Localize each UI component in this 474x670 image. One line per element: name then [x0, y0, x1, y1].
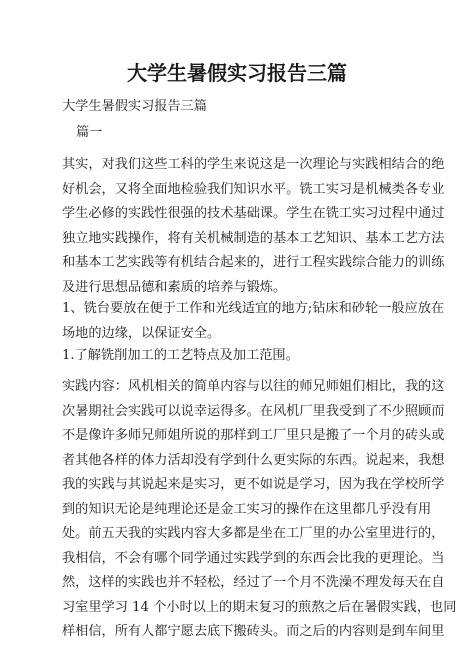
- paragraph-line: 学生必修的实践性很强的技术基础课。学生在铣工实习过程中通过: [62, 206, 445, 221]
- subtitle-text: 大学生暑假实习报告三篇: [62, 99, 208, 114]
- document-subtitle: [62, 95, 207, 120]
- paragraph-line: 不是像许多师兄师姐所说的那样到工厂里只是搬了一个月的砖头或: [62, 428, 445, 443]
- paragraph-1: [62, 153, 444, 300]
- paragraph-line: 习室里学习 14 个小时以上的期末复习的煎熬之后在暑假实践，也同: [62, 599, 457, 615]
- paragraph-line: 到的知识无论是纯理论还是金工实习的操作在这里都几乎没有用: [62, 501, 432, 517]
- paragraph-line: 样相信，所有人都宁愿去底下搬砖头。而之后的内容则是到车间里: [62, 624, 445, 639]
- paragraph-2: [62, 297, 444, 346]
- document-title: 大学生暑假实习报告三篇: [127, 61, 347, 85]
- paragraph-line: 者其他各样的体力活却没有学到什么更实际的东西。说起来，我想: [62, 452, 445, 468]
- section-label-text: 篇一: [76, 125, 103, 140]
- paragraph-line: 我相信，不会有哪个同学通过实践学到的东西会比我的更理论。当: [62, 550, 445, 566]
- paragraph-line: 好机会，又将全面地检验我们知识水平。铣工实习是机械类各专业: [62, 181, 445, 197]
- paragraph-line: 场地的边缘，以保证安全。: [62, 325, 221, 341]
- paragraph-line: 然，这样的实践也并不轻松，经过了一个月不洗澡不理发每天在自: [62, 575, 445, 590]
- paragraph-3: [62, 344, 299, 369]
- paragraph-line: 我的实践与其说起来是实习，更不如说是学习，因为我在学校所学: [62, 477, 445, 492]
- paragraph-line: 1.了解铣削加工的工艺特点及加工范围。: [62, 348, 299, 363]
- paragraph-line: 及进行思想品德和素质的培养与锻炼。: [62, 279, 287, 295]
- paragraph-line: 1、铣台要放在便于工作和光线适宜的地方;钻床和砂轮一般应放在: [62, 301, 445, 316]
- paragraph-4: [62, 375, 456, 645]
- section-label: [76, 121, 102, 146]
- paragraph-line: 实践内容：风机相关的简单内容与以往的师兄师姐们相比，我的这: [62, 379, 445, 394]
- paragraph-line: 独立地实践操作，将有关机械制造的基本工艺知识、基本工艺方法: [62, 230, 445, 246]
- paragraph-line: 和基本工艺实践等有机结合起来的，进行工程实践综合能力的训练: [62, 255, 445, 270]
- paragraph-line: 次暑期社会实践可以说幸运得多。在风机厂里我受到了不少照顾而: [62, 403, 445, 419]
- paragraph-line: 其实，对我们这些工科的学生来说这是一次理论与实践相结合的绝: [62, 157, 445, 172]
- paragraph-line: 处。前五天我的实践内容大多都是坐在工厂里的办公室里进行的，: [62, 526, 445, 541]
